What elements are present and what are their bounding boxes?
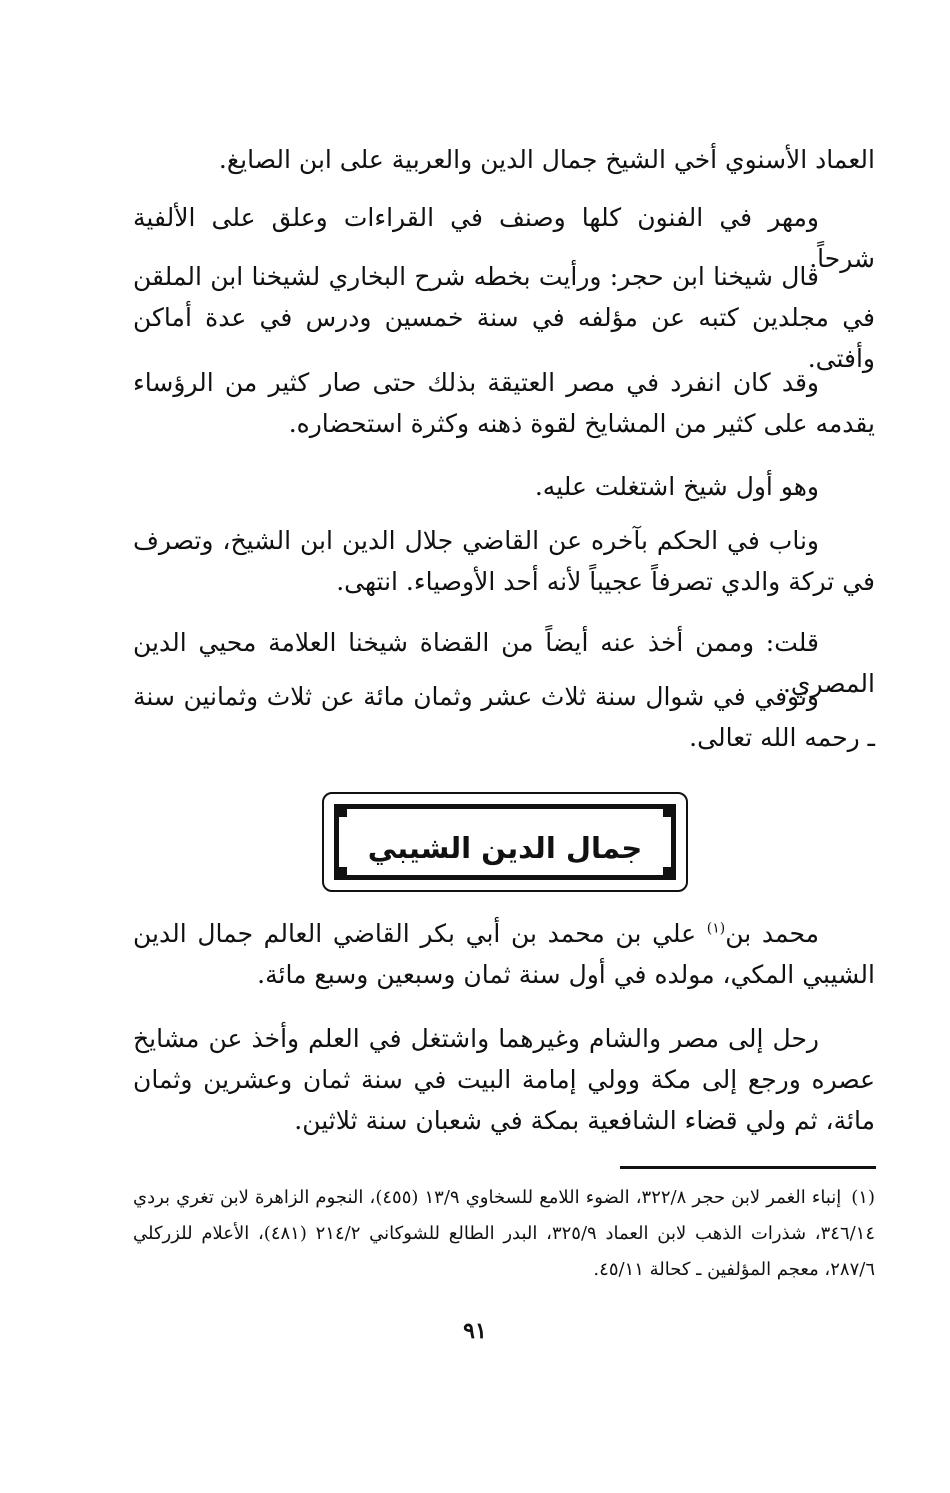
paragraph xyxy=(133,256,875,379)
paragraph xyxy=(133,362,875,444)
paragraph-text: وهو أول شيخ اشتغلت عليه. xyxy=(534,472,819,501)
section-heading-inner-frame xyxy=(334,804,676,880)
entry-name-start: محمد بن xyxy=(725,919,819,948)
entry-paragraph xyxy=(133,1018,875,1141)
paragraph-text: قلت: وممن أخذ عنه أيضاً من القضاة شيخنا العلامة محيي الدين المصري. xyxy=(133,628,875,698)
paragraph xyxy=(133,139,875,180)
entry-paragraph-text xyxy=(133,913,875,995)
footnote-number: (١) xyxy=(851,1187,875,1208)
paragraph-text: العماد الأسنوي أخي الشيخ جمال الدين والعربية على ابن الصايغ. xyxy=(218,145,875,174)
footnote xyxy=(133,1180,875,1288)
paragraph xyxy=(133,466,875,507)
paragraph-text: قال شيخنا ابن حجر: ورأيت بخطه شرح البخاري لشيخنا ابن الملقن في مجلدين كتبه عن مؤلفه في سنة خمسين ودرس في عدة أماكن وأفتى. xyxy=(133,262,875,373)
paragraph xyxy=(133,676,875,758)
frame-corner xyxy=(663,807,673,817)
paragraph-text: وناب في الحكم بآخره عن القاضي جلال الدين ابن الشيخ، وتصرف في تركة والدي تصرفاً عجيباً لأنه أحد الأوصياء. انتهى. xyxy=(133,526,875,596)
section-heading-frame xyxy=(322,792,688,892)
paragraph-text: وقد كان انفرد في مصر العتيقة بذلك حتى صار كثير من الرؤساء يقدمه على كثير من المشايخ لقوة ذهنه وكثرة استحضاره. xyxy=(133,368,875,438)
footnote-reference: (١) xyxy=(706,920,726,937)
entry-name-rest: علي بن محمد بن أبي بكر القاضي العالم جمال الدين الشيبي المكي، مولده في أول سنة ثمان وسبعين وسبع مائة. xyxy=(133,919,875,989)
paragraph-text: وتوفي في شوال سنة ثلاث عشر وثمان مائة عن ثلاث وثمانين سنة ـ رحمه الله تعالى. xyxy=(133,682,875,752)
entry-paragraph xyxy=(133,913,875,995)
page-number: ٩١ xyxy=(463,1318,487,1344)
paragraph-text: ومهر في الفنون كلها وصنف في القراءات وعلق على الألفية شرحاً. xyxy=(133,203,875,273)
footnote-text: إنباء الغمر لابن حجر ٣٢٢/٨، الضوء اللامع للسخاوي ١٣/٩ (٤٥٥)، النجوم الزاهرة لابن تغري بردي ٣٤٦/١٤، شذرات الذهب لابن العماد ٣٢٥/٩، البدر الطالع للشوكاني ٢١٤/٢ (٤٨١)، الأعلام للزركلي ٢٨٧/٦، معجم المؤلفين ـ كحالة ٤٥/١١. xyxy=(133,1187,876,1280)
frame-corner xyxy=(337,867,347,877)
frame-corner xyxy=(337,807,347,817)
paragraph xyxy=(133,520,875,602)
entry-paragraph-text: رحل إلى مصر والشام وغيرهما واشتغل في العلم وأخذ عن مشايخ عصره ورجع إلى مكة وولي إمامة البيت في سنة ثمان وعشرين وثمان مائة، ثم ولي قضاء الشافعية بمكة في شعبان سنة ثلاثين. xyxy=(133,1024,875,1135)
frame-corner xyxy=(663,867,673,877)
footnote-separator xyxy=(620,1166,876,1169)
section-heading: جمال الدين الشيبي xyxy=(367,831,643,865)
